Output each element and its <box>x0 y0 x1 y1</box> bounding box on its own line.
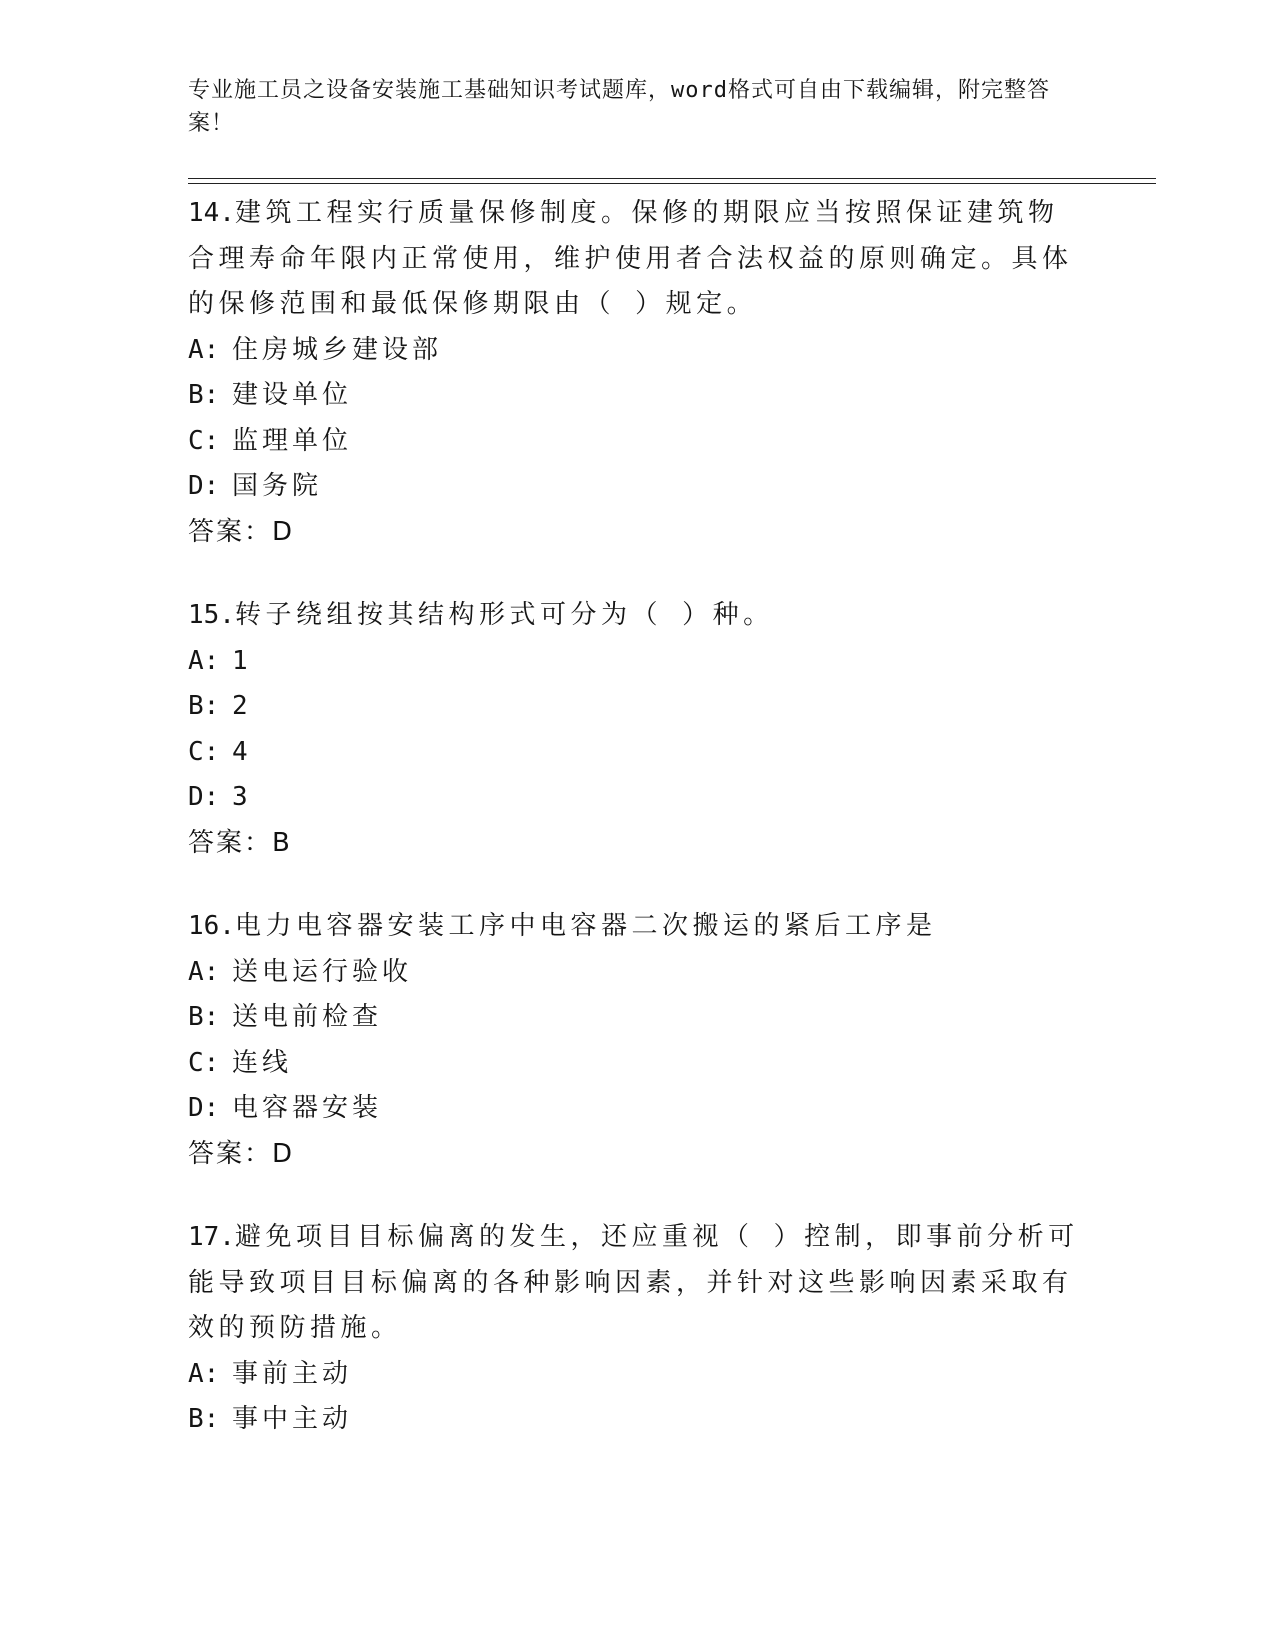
option-a <box>188 328 1088 374</box>
option-d <box>188 1086 1088 1132</box>
header-divider-top <box>188 178 1156 179</box>
option-d <box>188 775 1088 821</box>
option-text: 连线 <box>232 1047 293 1078</box>
option-letter: D: <box>188 1093 220 1123</box>
question-stem <box>188 593 1088 639</box>
option-b <box>188 373 1088 419</box>
question-stem <box>188 191 1088 328</box>
option-text: 国务院 <box>232 471 323 501</box>
option-text: 1 <box>232 645 252 676</box>
option-text: 建设单位 <box>232 380 353 410</box>
answer-line: 答案：D <box>188 1138 295 1169</box>
option-c <box>188 730 1088 776</box>
option-c <box>188 1041 1088 1087</box>
option-a <box>188 639 1088 685</box>
question-stem <box>188 1215 1088 1352</box>
question-number: 16. <box>188 911 235 941</box>
option-letter: B: <box>188 1404 220 1434</box>
option-text: 事前主动 <box>232 1358 353 1389</box>
document-header: 专业施工员之设备安装施工基础知识考试题库，word格式可自由下载编辑，附完整答案！ <box>188 78 1050 136</box>
option-letter: A: <box>188 334 220 365</box>
question-text: 避免项目目标偏离的发生，还应重视（ ）控制，即事前分析可能导致项目目标偏离的各种影响因素，并针对这些影响因素采取有效的预防措施。 <box>188 1222 1079 1343</box>
option-b <box>188 684 1088 730</box>
option-letter: A: <box>188 1358 220 1389</box>
option-b <box>188 1397 1088 1443</box>
option-text: 事中主动 <box>232 1404 353 1434</box>
option-letter: B: <box>188 380 220 410</box>
option-letter: C: <box>188 736 220 767</box>
option-a <box>188 950 1088 996</box>
option-text: 送电运行验收 <box>232 956 413 987</box>
option-a <box>188 1352 1088 1398</box>
option-text: 电容器安装 <box>232 1093 383 1123</box>
question-number: 14. <box>188 198 235 228</box>
option-text: 3 <box>232 782 252 812</box>
option-letter: D: <box>188 471 220 501</box>
option-text: 监理单位 <box>232 425 353 456</box>
question-text: 转子绕组按其结构形式可分为（ ）种。 <box>234 600 774 630</box>
option-text: 4 <box>232 736 252 767</box>
question-number: 15. <box>188 600 235 630</box>
question-text: 电力电容器安装工序中电容器二次搬运的紧后工序是 <box>234 911 937 941</box>
option-d <box>188 464 1088 510</box>
header-divider-bottom <box>188 183 1156 184</box>
option-b <box>188 995 1088 1041</box>
option-letter: C: <box>188 425 220 456</box>
option-text: 送电前检查 <box>232 1002 383 1032</box>
question-17 <box>188 1215 1088 1443</box>
option-letter: A: <box>188 645 220 676</box>
option-letter: B: <box>188 1002 220 1032</box>
option-letter: D: <box>188 782 220 812</box>
option-text: 住房城乡建设部 <box>232 334 443 365</box>
question-16 <box>188 904 1088 1177</box>
answer-line: 答案：D <box>188 516 295 547</box>
option-letter: B: <box>188 691 220 721</box>
question-stem <box>188 904 1088 950</box>
question-number: 17. <box>188 1222 235 1252</box>
question-15 <box>188 593 1088 866</box>
question-14 <box>188 191 1088 555</box>
option-text: 2 <box>232 691 252 721</box>
option-letter: A: <box>188 956 220 987</box>
answer-line: 答案：B <box>188 827 292 858</box>
question-text: 建筑工程实行质量保修制度。保修的期限应当按照保证建筑物合理寿命年限内正常使用，维护使用者合法权益的原则确定。具体的保修范围和最低保修期限由（ ）规定。 <box>188 198 1073 319</box>
option-letter: C: <box>188 1047 220 1078</box>
question-list <box>188 191 1088 1481</box>
option-c <box>188 419 1088 465</box>
